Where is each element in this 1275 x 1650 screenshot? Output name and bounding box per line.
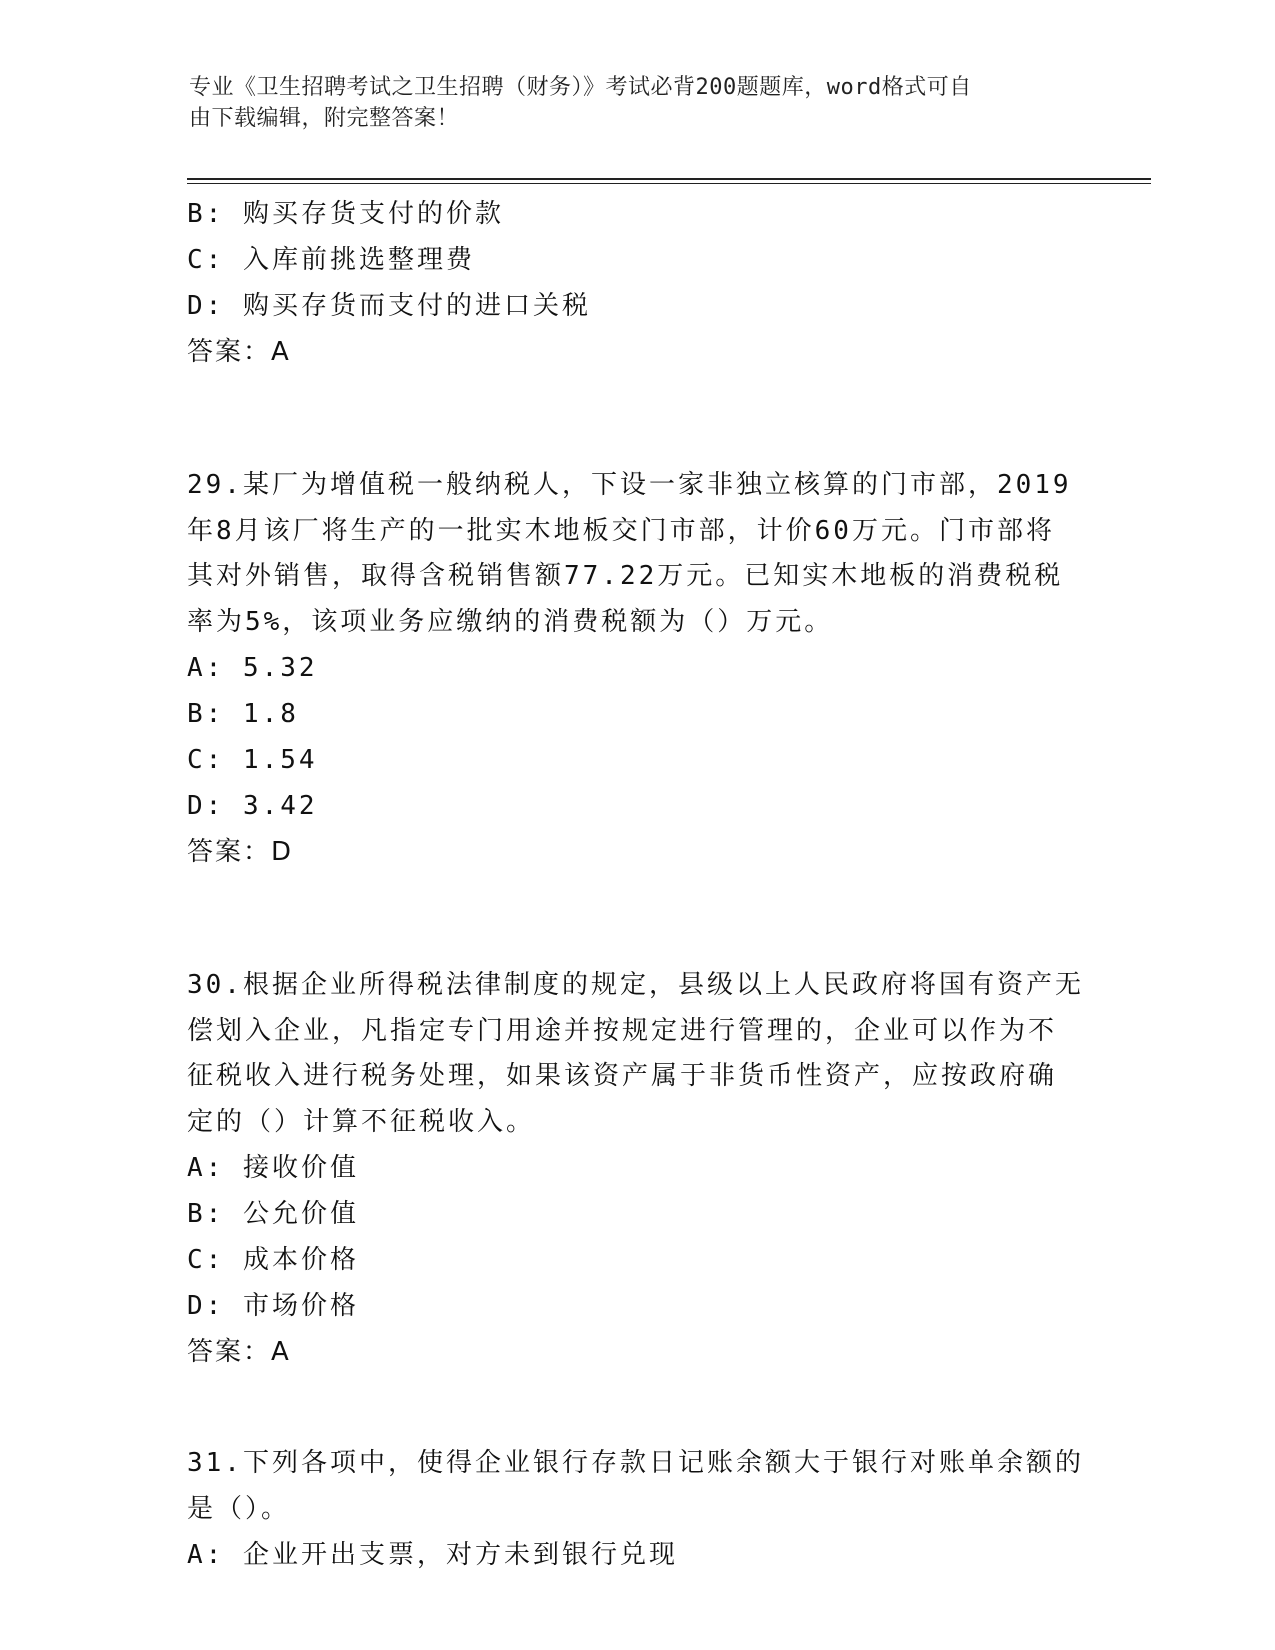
answer-line: 答案：D	[187, 837, 294, 867]
document-header	[189, 72, 1069, 134]
header-line-1: 专业《卫生招聘考试之卫生招聘（财务）》考试必背200题题库，word格式可自	[189, 75, 972, 100]
option-c: C: 入库前挑选整理费	[187, 245, 475, 275]
option-d: D: 购买存货而支付的进口关税	[187, 291, 591, 321]
question-line: 30.根据企业所得税法律制度的规定，县级以上人民政府将国有资产无	[187, 970, 1084, 1000]
header-divider-thick	[187, 178, 1151, 180]
question-30	[187, 963, 1087, 1375]
question-line: 征税收入进行税务处理，如果该资产属于非货币性资产，应按政府确	[187, 1061, 1058, 1091]
answer-line: 答案：A	[187, 1337, 291, 1367]
question-line: 年8月该厂将生产的一批实木地板交门市部，计价60万元。门市部将	[187, 515, 1055, 546]
option-a: A: 企业开出支票，对方未到银行兑现	[187, 1540, 678, 1570]
question-line: 率为5%，该项业务应缴纳的消费税额为（）万元。	[187, 606, 834, 637]
header-divider-thin	[187, 183, 1151, 184]
header-line-2: 由下载编辑，附完整答案！	[189, 106, 460, 131]
option-d: D: 3.42	[187, 791, 318, 821]
question-text	[187, 1441, 1087, 1532]
answer-line: 答案：A	[187, 337, 291, 367]
option-b: B: 公允价值	[187, 1199, 359, 1229]
question-line: 是（）。	[187, 1493, 291, 1524]
option-b: B: 1.8	[187, 699, 299, 729]
option-a: A: 5.32	[187, 653, 318, 683]
question-line: 31.下列各项中，使得企业银行存款日记账余额大于银行对账单余额的	[187, 1448, 1084, 1478]
question-31	[187, 1441, 1087, 1578]
option-d: D: 市场价格	[187, 1291, 359, 1321]
option-b: B: 购买存货支付的价款	[187, 199, 504, 229]
question-text	[187, 463, 1087, 645]
question-text	[187, 963, 1087, 1145]
question-line: 偿划入企业，凡指定专门用途并按规定进行管理的，企业可以作为不	[187, 1015, 1058, 1046]
option-c: C: 成本价格	[187, 1245, 359, 1275]
question-list	[187, 191, 1087, 1578]
option-c: C: 1.54	[187, 745, 318, 775]
question-28-tail	[187, 191, 1087, 375]
question-line: 其对外销售，取得含税销售额77.22万元。已知实木地板的消费税税	[187, 561, 1064, 591]
question-29	[187, 463, 1087, 875]
option-a: A: 接收价值	[187, 1153, 359, 1183]
question-line: 定的（）计算不征税收入。	[187, 1106, 536, 1137]
question-line: 29.某厂为增值税一般纳税人，下设一家非独立核算的门市部，2019	[187, 470, 1072, 500]
